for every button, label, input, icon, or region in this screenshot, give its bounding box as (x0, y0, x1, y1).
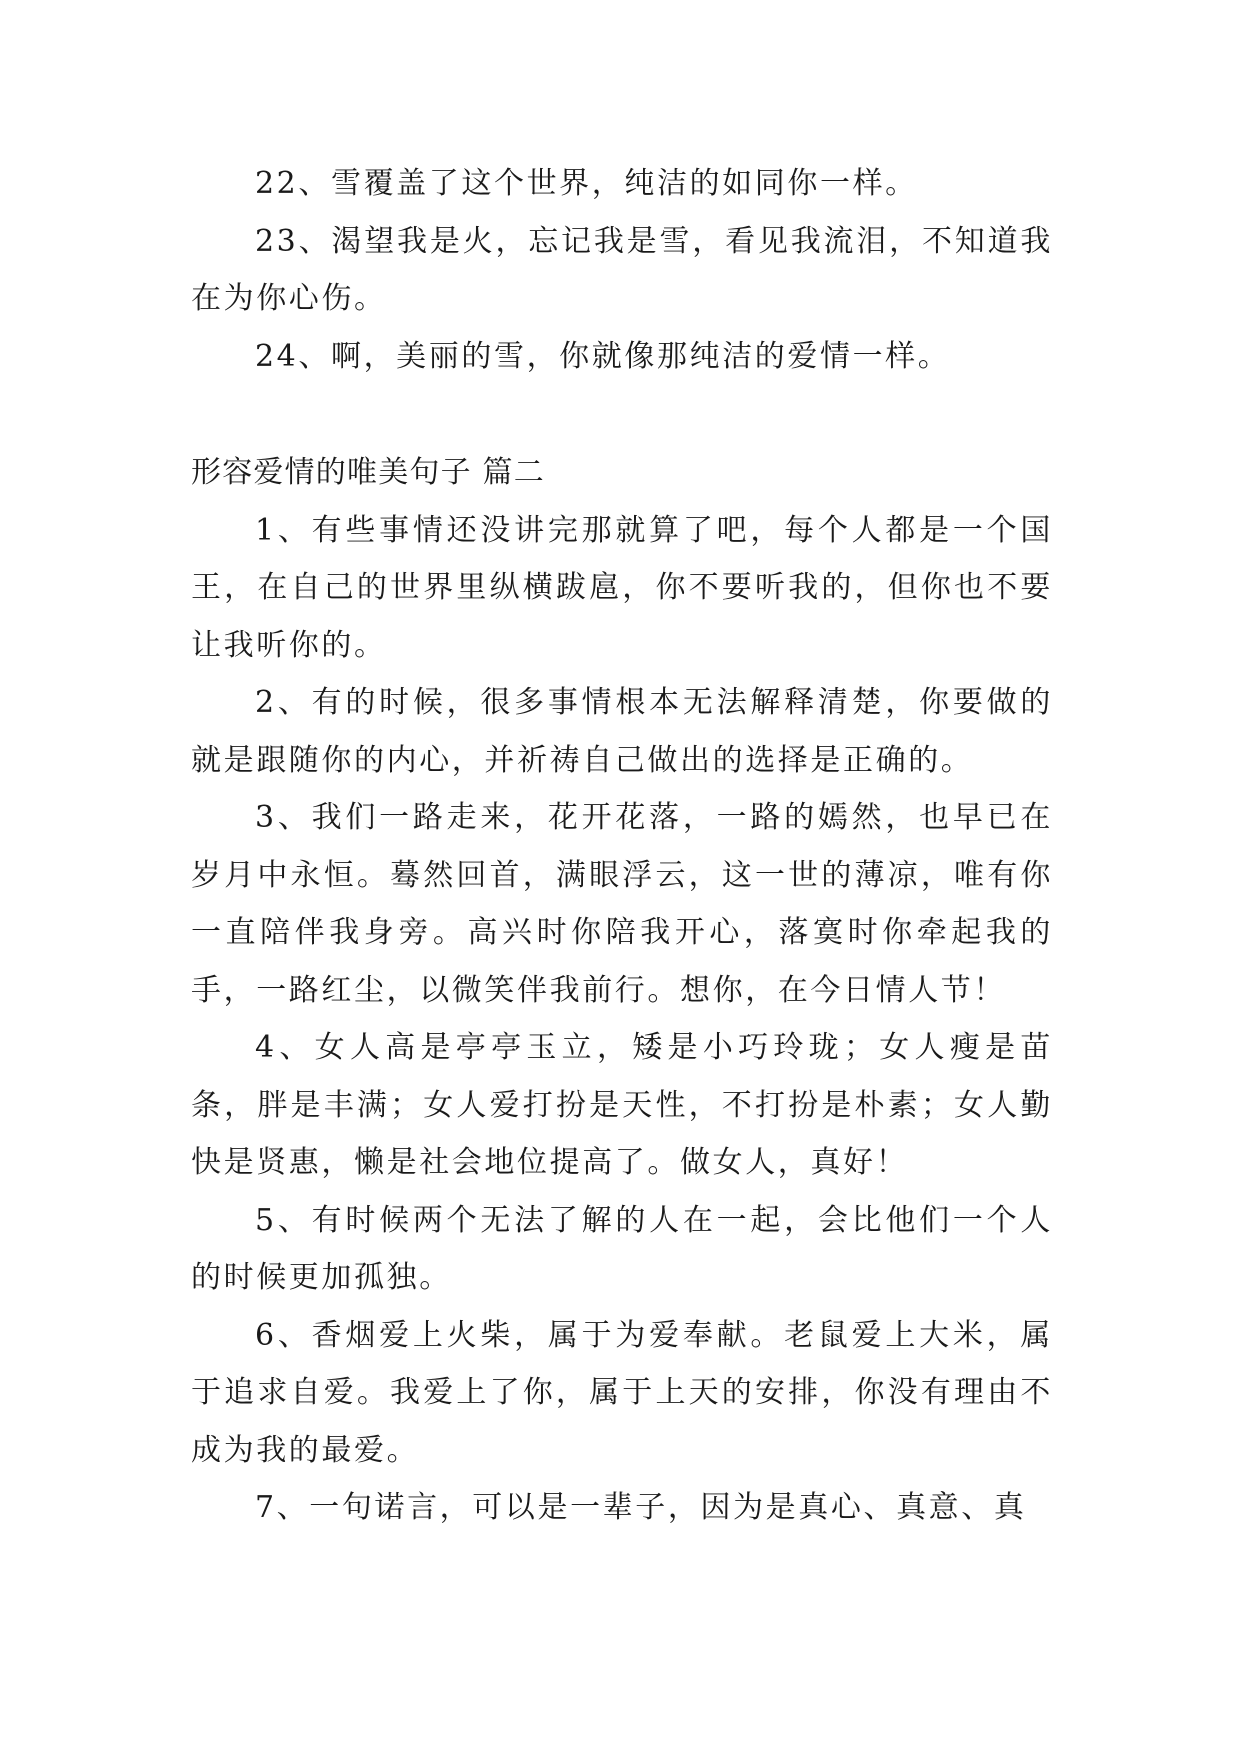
paragraph-4: 4、女人高是亭亭玉立，矮是小巧玲珑；女人瘦是苗条，胖是丰满；女人爱打扮是天性，不打扮是朴素；女人勤快是贤惠，懒是社会地位提高了。做女人，真好！ (191, 1030, 1053, 1180)
paragraph-24: 24、啊，美丽的雪，你就像那纯洁的爱情一样。 (255, 338, 951, 374)
paragraph-5: 5、有时候两个无法了解的人在一起，会比他们一个人的时候更加孤独。 (191, 1202, 1053, 1295)
paragraph-7: 7、一句诺言，可以是一辈子，因为是真心、真意、真 (255, 1490, 1027, 1525)
paragraph-1: 1、有些事情还没讲完那就算了吧，每个人都是一个国王，在自己的世界里纵横跋扈，你不要听我的，但你也不要让我听你的。 (191, 512, 1053, 663)
section-heading: 形容爱情的唯美句子 篇二 (191, 455, 545, 490)
paragraph-2: 2、有的时候，很多事情根本无法解释清楚，你要做的就是跟随你的内心，并祈祷自己做出的选择是正确的。 (191, 685, 1053, 778)
paragraph-22: 22、雪覆盖了这个世界，纯洁的如同你一样。 (255, 166, 918, 201)
document-body (191, 155, 1053, 1537)
paragraph-3: 3、我们一路走来，花开花落，一路的嫣然，也早已在岁月中永恒。蓦然回首，满眼浮云，这一世的薄凉，唯有你一直陪伴我身旁。高兴时你陪我开心，落寞时你牵起我的手，一路红尘，以微笑伴我前行。想你，在今日情人节！ (191, 800, 1053, 1008)
paragraph-6: 6、香烟爱上火柴，属于为爱奉献。老鼠爱上大米，属于追求自爱。我爱上了你，属于上天的安排，你没有理由不成为我的最爱。 (191, 1317, 1053, 1468)
paragraph-23: 23、渴望我是火，忘记我是雪，看见我流泪，不知道我在为你心伤。 (191, 223, 1053, 316)
